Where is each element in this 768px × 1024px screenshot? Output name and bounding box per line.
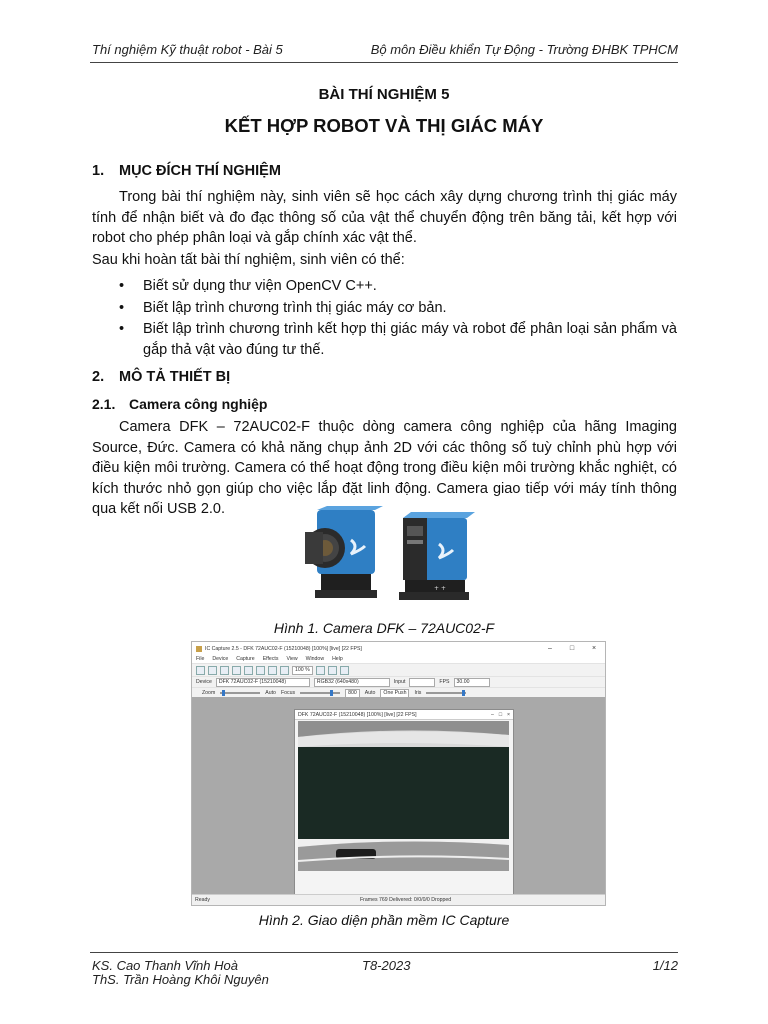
zoom-select[interactable]: 100 % xyxy=(292,666,313,675)
main-toolbar xyxy=(192,663,605,676)
live-view-titlebar xyxy=(295,710,513,720)
list-item xyxy=(92,298,677,319)
list-item xyxy=(92,319,677,360)
subsection-2-1-heading xyxy=(92,396,267,412)
status-ready: Ready xyxy=(195,897,210,903)
record-icon[interactable] xyxy=(256,666,265,675)
live-view-title: DFK 72AUC02-F (15210048) [100%] [live] [22 FPS] xyxy=(298,711,417,718)
svg-text:+ +: + + xyxy=(434,585,446,592)
live-preview xyxy=(298,721,509,871)
section-2-title: MÔ TẢ THIẾT BỊ xyxy=(119,369,231,385)
menu-device[interactable]: Device xyxy=(212,656,229,662)
input-select[interactable] xyxy=(409,678,435,687)
maximize-icon[interactable]: □ xyxy=(498,711,502,718)
focus-auto-checkbox[interactable]: Auto xyxy=(364,690,376,696)
window-titlebar xyxy=(192,642,605,655)
figure-2-caption: Hình 2. Giao diện phần mềm IC Capture xyxy=(258,912,510,928)
figure-1-caption: Hình 1. Camera DFK – 72AUC02-F xyxy=(273,620,495,636)
zoom-slider[interactable] xyxy=(220,692,260,694)
section-1-title: MỤC ĐÍCH THÍ NGHIỆM xyxy=(119,163,281,179)
ic-capture-window xyxy=(191,641,606,906)
minimize-icon[interactable]: – xyxy=(490,711,494,718)
menu-window[interactable]: Window xyxy=(305,656,325,662)
section-1-paragraph-2: Sau khi hoàn tất bài thí nghiệm, sinh viên có thể: xyxy=(92,252,405,268)
list-item-text: Biết lập trình chương trình thị giác máy cơ bản. xyxy=(143,299,447,316)
header-rule xyxy=(90,62,678,63)
zoom-out-icon[interactable] xyxy=(328,666,337,675)
snapshot-icon[interactable] xyxy=(244,666,253,675)
format-select[interactable]: RGB32 (640x480) xyxy=(314,678,390,687)
zoom-in-icon[interactable] xyxy=(316,666,325,675)
bullet-icon: • xyxy=(119,278,125,294)
app-icon xyxy=(196,646,202,652)
fps-label: FPS xyxy=(439,679,450,685)
footer-author-1: KS. Cao Thanh Vĩnh Hoà xyxy=(92,958,238,973)
subsection-2-1-title: Camera công nghiệp xyxy=(129,396,268,412)
page-number: 1/12 xyxy=(652,958,678,973)
objectives-list xyxy=(92,276,677,361)
stop-icon[interactable] xyxy=(280,666,289,675)
section-2-number: 2. xyxy=(92,369,105,385)
focus-slider[interactable] xyxy=(300,692,340,694)
device-label: Device xyxy=(196,679,212,685)
live-view-controls xyxy=(491,712,513,718)
footer-author-2: ThS. Trần Hoàng Khôi Nguyên xyxy=(92,972,269,987)
menu-view[interactable]: View xyxy=(286,656,298,662)
running-header-left: Thí nghiệm Kỹ thuật robot - Bài 5 xyxy=(92,42,283,57)
live-view-window xyxy=(294,709,514,906)
bullet-icon: • xyxy=(119,299,125,316)
zoom-auto-checkbox[interactable]: Auto xyxy=(265,690,276,696)
list-item-text: Biết lập trình chương trình kết hợp thị giác máy và robot để phân loại sản phẩm và gắp thả vật vào đúng tư thế. xyxy=(143,321,677,358)
list-item-text: Biết sử dụng thư viện OpenCV C++. xyxy=(143,278,377,294)
menu-effects[interactable]: Effects xyxy=(262,656,279,662)
lab-number-title: BÀI THÍ NGHIỆM 5 xyxy=(318,86,450,103)
section-1-number: 1. xyxy=(92,163,105,179)
minimize-icon[interactable]: – xyxy=(548,645,552,652)
section-1-heading xyxy=(92,163,281,179)
maximize-icon[interactable]: □ xyxy=(569,645,575,652)
subsection-2-1-number: 2.1. xyxy=(92,396,116,412)
camera-back-view xyxy=(399,512,475,600)
bullet-icon: • xyxy=(119,321,125,337)
device-select[interactable]: DFK 72AUC02-F (15210048) xyxy=(216,678,310,687)
section-2-heading xyxy=(92,369,230,385)
status-frames: Frames 769 Delivered: 0/0/0/0 Dropped xyxy=(360,897,452,903)
focus-label: Focus xyxy=(280,690,296,696)
menu-capture[interactable]: Capture xyxy=(236,656,255,662)
save-icon[interactable] xyxy=(208,666,217,675)
close-icon[interactable]: × xyxy=(591,645,597,652)
menu-bar xyxy=(192,655,605,663)
close-icon[interactable]: × xyxy=(506,711,510,718)
camera-photo xyxy=(299,504,496,610)
camera-illustration xyxy=(299,504,496,610)
one-push-button[interactable]: One Push xyxy=(380,689,409,698)
iris-slider[interactable] xyxy=(426,692,466,694)
fit-icon[interactable] xyxy=(340,666,349,675)
device-icon[interactable] xyxy=(220,666,229,675)
menu-help[interactable]: Help xyxy=(332,656,343,662)
camera-front-view xyxy=(305,506,383,598)
running-header-right: Bộ môn Điều khiển Tự Động - Trường ĐHBK TPHCM xyxy=(370,42,678,57)
footer-date: T8-2023 xyxy=(362,958,411,973)
menu-file[interactable]: File xyxy=(196,656,205,662)
list-item xyxy=(92,276,677,297)
input-label: Input xyxy=(393,679,406,685)
window-controls xyxy=(539,645,605,652)
open-icon[interactable] xyxy=(196,666,205,675)
camera-description: Camera DFK – 72AUC02-F thuộc dòng camera công nghiệp của hãng Imaging Source, Đức. Camera có khả năng chụp ảnh 2D với các thông số tuỳ chỉnh phù hợp với điều kiện môi trường. Camera có thể hoạt động trong điều kiện môi trường khắc nghiệt, có kích thước nhỏ gọn giúp cho việc lắp đặt linh động. Camera giao tiếp với máy tính thông qua kết nối USB 2.0. xyxy=(92,419,677,517)
fps-select[interactable]: 30.00 xyxy=(454,678,490,687)
device-properties-bar xyxy=(192,676,605,687)
focus-value[interactable]: 800 xyxy=(345,689,360,698)
play-icon[interactable] xyxy=(268,666,277,675)
lab-main-title: KẾT HỢP ROBOT VÀ THỊ GIÁC MÁY xyxy=(224,115,544,136)
zoom-label: Zoom xyxy=(202,690,216,696)
conveyor-preview-image xyxy=(298,721,509,871)
settings-icon[interactable] xyxy=(232,666,241,675)
section-1-paragraph-1: Trong bài thí nghiệm này, sinh viên sẽ học cách xây dựng chương trình thị giác máy tính để nhận biết và đo đạc thông số của vật thể chuyển động trên băng tải, kết hợp với robot cho phép phân loại và gắp chính xác vật thể. xyxy=(92,189,677,246)
status-bar xyxy=(192,894,605,905)
iris-label: Iris xyxy=(414,690,422,696)
footer-rule xyxy=(90,952,678,953)
window-title: IC Capture 2.5 - DFK 72AUC02-F (15210048) [100%] [live] [22 FPS] xyxy=(205,645,362,652)
